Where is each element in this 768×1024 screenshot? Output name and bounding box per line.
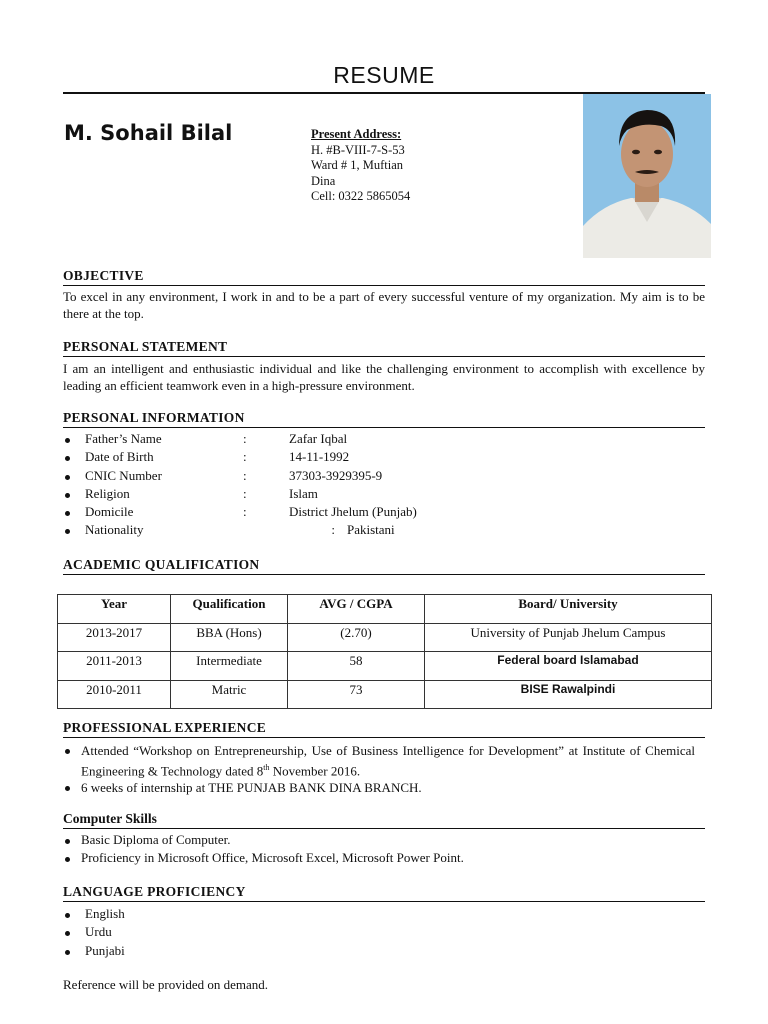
table-row [58, 680, 712, 709]
list-item: Nationality : Pakistani [63, 521, 705, 539]
field-value: 37303-3929395-9 [289, 467, 383, 483]
personal-statement-heading: PERSONAL STATEMENT [63, 339, 705, 357]
column-header: Board/ University [425, 595, 712, 624]
field-label: Date of Birth [85, 449, 154, 465]
list-item: Religion : Islam [63, 485, 705, 503]
list-item: CNIC Number : 37303-3929395-9 [63, 467, 705, 485]
address-line: Cell: 0322 5865054 [311, 189, 411, 203]
list-item: Domicile : District Jhelum (Punjab) [63, 503, 705, 521]
table-cell: Federal board Islamabad [425, 652, 712, 681]
language-list [63, 905, 705, 960]
column-header: AVG / CGPA [288, 595, 425, 624]
list-item: Attended “Workshop on Entrepreneurship, Use of Business Intelligence for Development” at Institute of Chemical Engineering & Technology dated 8th November 2016. [63, 742, 695, 779]
present-address [311, 127, 410, 205]
experience-heading: PROFESSIONAL EXPERIENCE [63, 720, 705, 738]
field-label: Domicile [85, 504, 134, 520]
table-cell: (2.70) [288, 623, 425, 652]
field-label: CNIC Number [85, 467, 162, 483]
table-cell: Matric [171, 680, 288, 709]
table-cell: 2010-2011 [58, 680, 171, 709]
objective-text: To excel in any environment, I work in and to be a part of every successful venture of my organization. My aim is to be there at the top. [63, 289, 705, 321]
table-cell: BBA (Hons) [171, 623, 288, 652]
list-item: Basic Diploma of Computer. [63, 831, 705, 849]
list-item: Proficiency in Microsoft Office, Microsoft Excel, Microsoft Power Point. [63, 849, 705, 867]
computer-skills-heading: Computer Skills [63, 811, 705, 829]
experience-list [63, 742, 695, 796]
reference-note: Reference will be provided on demand. [63, 977, 269, 992]
resume-title: RESUME [333, 62, 435, 88]
address-line: Dina [311, 173, 336, 188]
column-header: Year [58, 595, 171, 624]
address-line: Ward # 1, Muftian [311, 158, 404, 172]
table-cell: BISE Rawalpindi [425, 680, 712, 709]
field-label: Nationality [85, 522, 144, 538]
candidate-name: M. Sohail Bilal [64, 121, 233, 145]
computer-skills-list [63, 831, 705, 868]
field-value: Islam [289, 485, 318, 501]
table-header-row [58, 595, 712, 624]
personal-information-heading: PERSONAL INFORMATION [63, 410, 705, 428]
table-row [58, 623, 712, 652]
field-value: Pakistani [347, 522, 395, 538]
table-cell: 2011-2013 [58, 652, 171, 681]
personal-statement-text: I am an intelligent and enthusiastic individual and like the challenging environment to accomplish with excellence by leading an efficient teamwork even in a high-pressure environment. [63, 361, 705, 393]
field-value: Zafar Iqbal [289, 431, 348, 446]
table-cell: 58 [288, 652, 425, 681]
list-item: Urdu [63, 923, 705, 941]
list-item: 6 weeks of internship at THE PUNJAB BANK DINA BRANCH. [63, 779, 695, 796]
academic-table [57, 594, 712, 709]
language-heading: LANGUAGE PROFICIENCY [63, 884, 705, 902]
table-cell: University of Punjab Jhelum Campus [425, 623, 712, 652]
table-cell: Intermediate [171, 652, 288, 681]
list-item: English [63, 905, 705, 923]
objective-heading: OBJECTIVE [63, 268, 705, 286]
table-row [58, 652, 712, 681]
list-item: Date of Birth : 14-11-1992 [63, 448, 705, 466]
field-value: District Jhelum (Punjab) [289, 504, 417, 520]
profile-photo [583, 94, 711, 258]
table-cell: 2013-2017 [58, 623, 171, 652]
column-header: Qualification [171, 595, 288, 624]
field-label: Religion [85, 485, 130, 501]
portrait-image [583, 94, 711, 258]
table-cell: 73 [288, 680, 425, 709]
address-label: Present Address: [311, 127, 402, 141]
list-item: Punjabi [63, 942, 705, 960]
list-item: Father’s Name : Zafar Iqbal [63, 430, 705, 448]
academic-heading: ACADEMIC QUALIFICATION [63, 557, 705, 575]
field-value: 14-11-1992 [289, 449, 350, 465]
field-label: Father’s Name [85, 431, 162, 446]
personal-information-list [63, 430, 705, 540]
address-line: H. #B-VIII-7-S-53 [311, 142, 405, 157]
